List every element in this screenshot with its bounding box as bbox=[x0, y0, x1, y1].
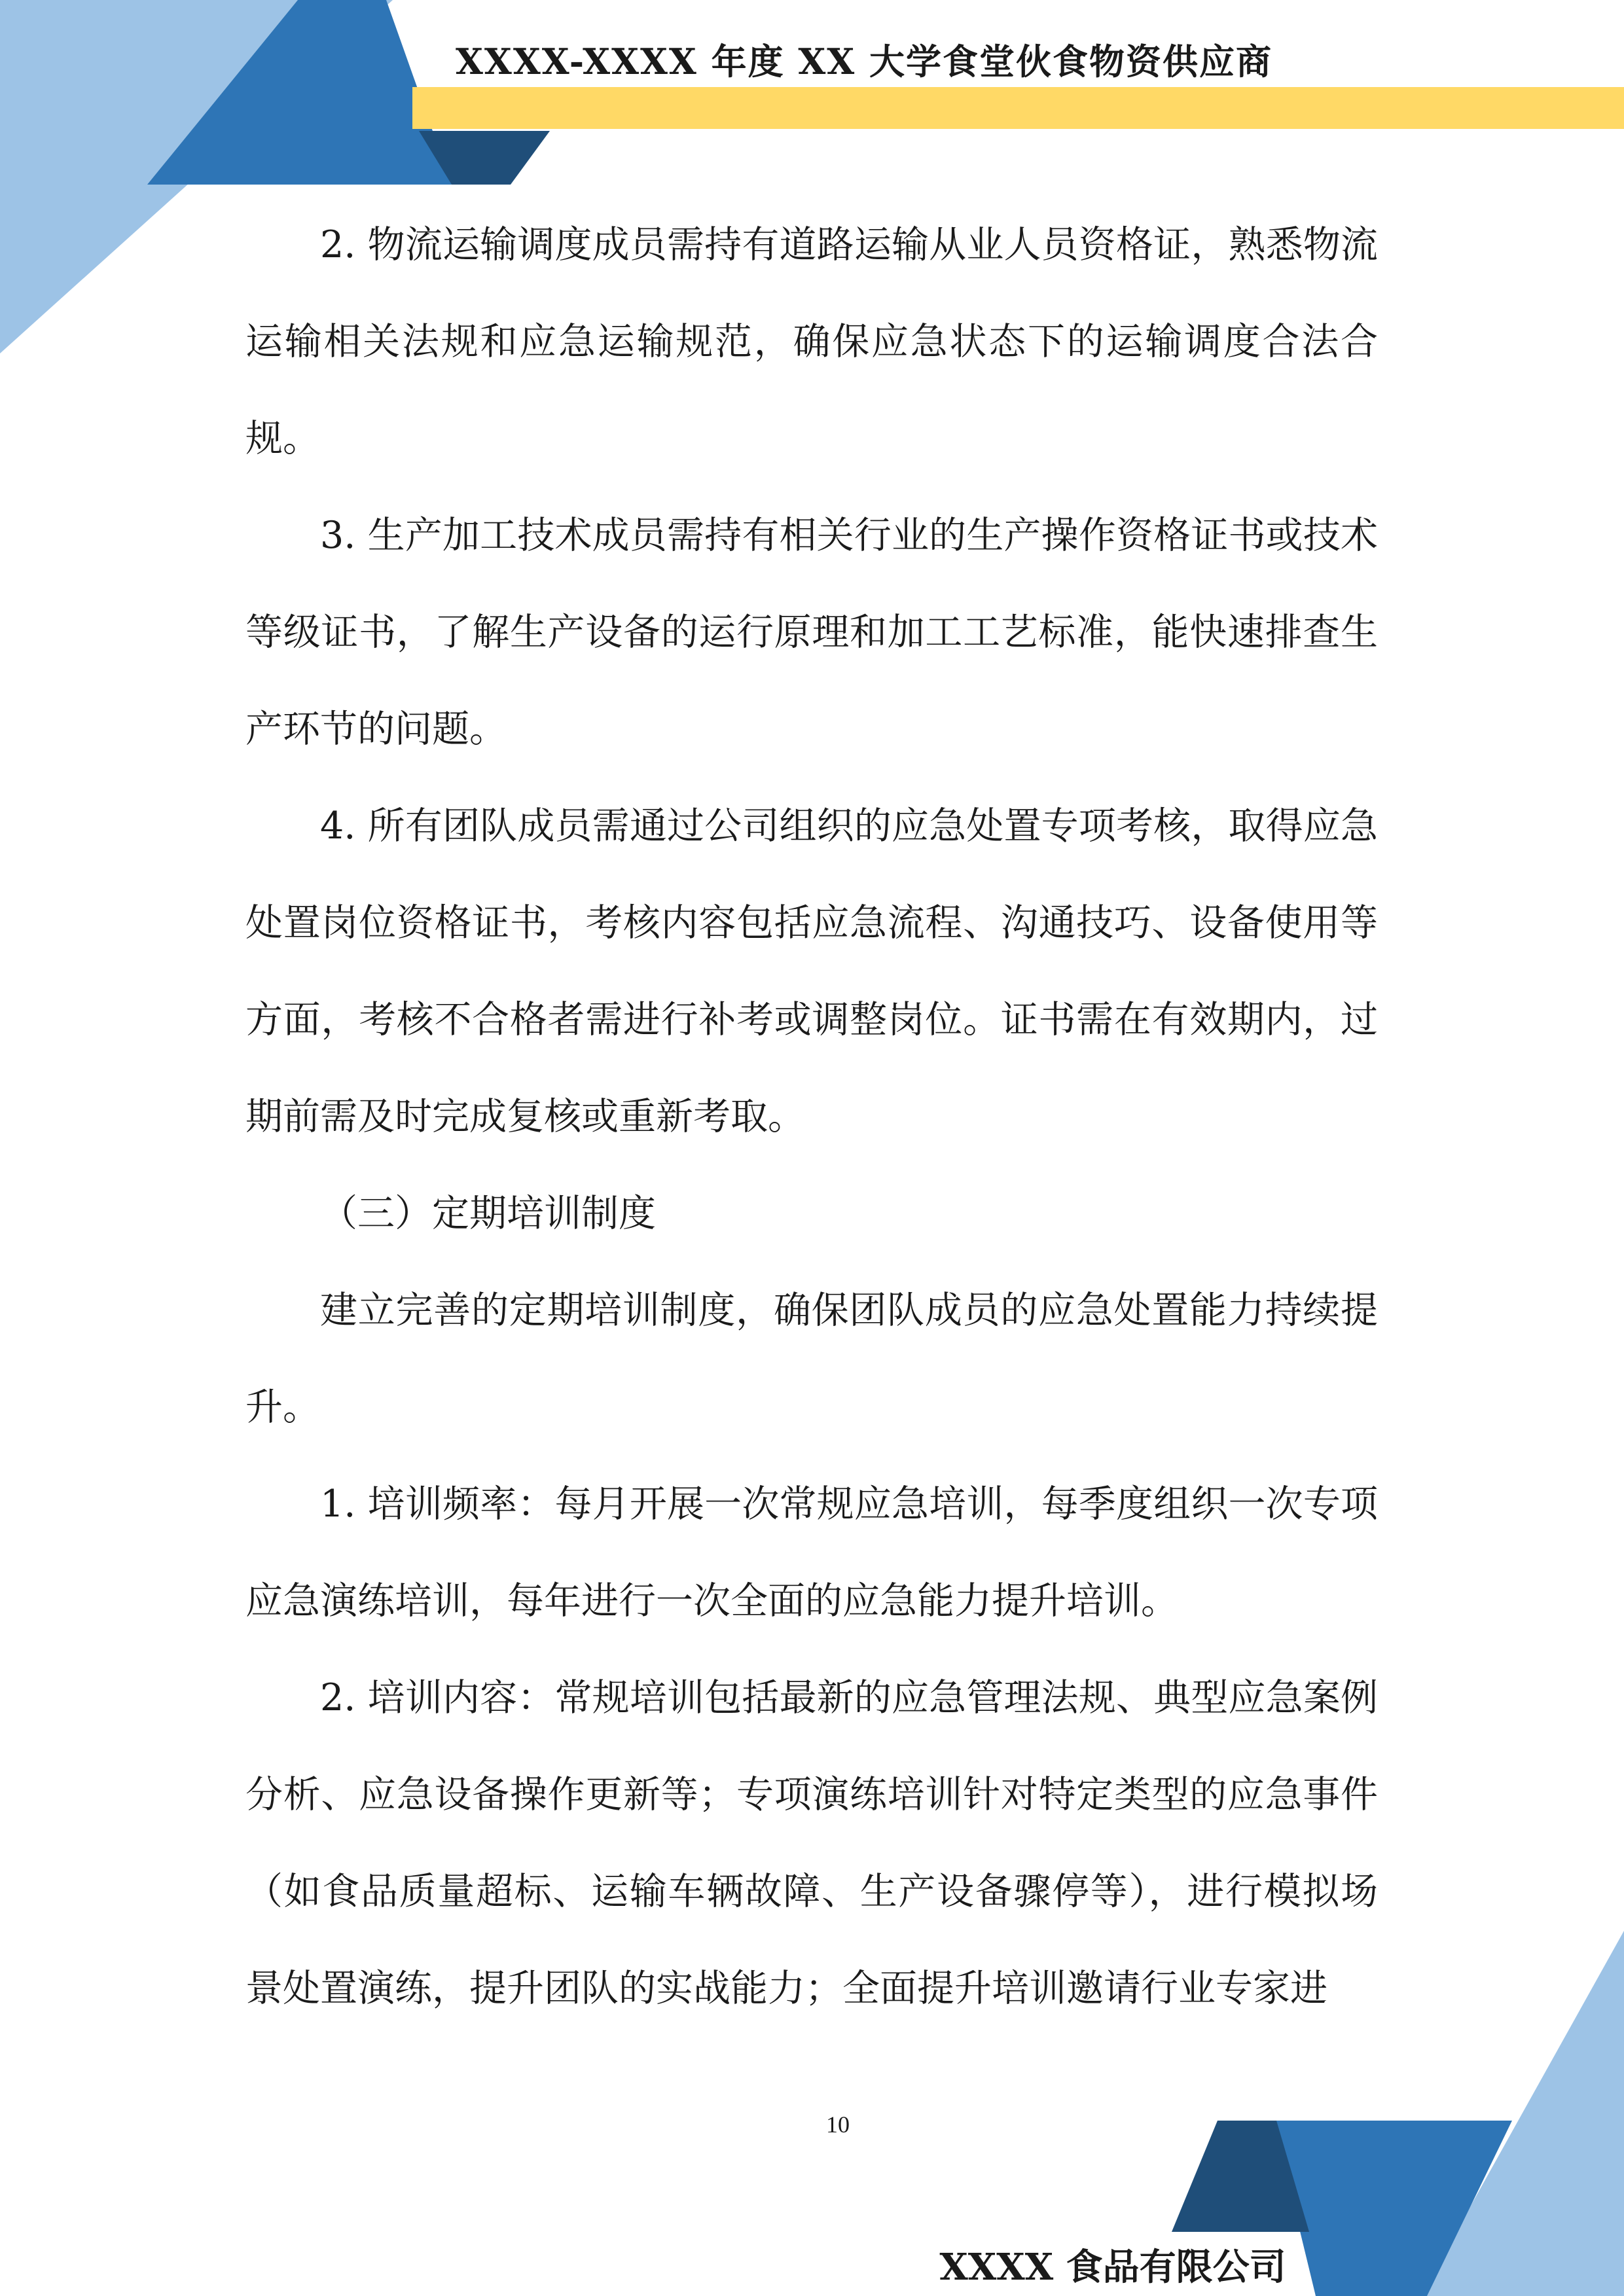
document-body bbox=[245, 196, 1378, 2037]
body-paragraph: 建立完善的定期培训制度，确保团队成员的应急处置能力持续提升。 bbox=[245, 1289, 1378, 1429]
body-paragraph: 1. 培训频率：每月开展一次常规应急培训，每季度组织一次专项应急演练培训，每年进行一次全面的应急能力提升培训。 bbox=[245, 1482, 1378, 1623]
page-number: 10 bbox=[826, 2111, 850, 2138]
body-paragraph: 4. 所有团队成员需通过公司组织的应急处置专项考核，取得应急处置岗位资格证书，考核内容包括应急流程、沟通技巧、设备使用等方面，考核不合格者需进行补考或调整岗位。证书需在有效期内，过期前需及时完成复核或重新考取。 bbox=[245, 804, 1378, 1138]
body-paragraph: 3. 生产加工技术成员需持有相关行业的生产操作资格证书或技术等级证书，了解生产设备的运行原理和加工工艺标准，能快速排查生产环节的问题。 bbox=[245, 514, 1378, 751]
header-yellow-band bbox=[412, 87, 1624, 129]
section-heading: （三）定期培训制度 bbox=[320, 1192, 656, 1235]
header-title: XXXX-XXXX 年度 XX 大学食堂伙食物资供应商 bbox=[456, 41, 1272, 82]
body-paragraph: 2. 培训内容：常规培训包括最新的应急管理法规、典型应急案例分析、应急设备操作更新等；专项演练培训针对特定类型的应急事件（如食品质量超标、运输车辆故障、生产设备骤停等），进行模拟场景处置演练，提升团队的实战能力；全面提升培训邀请行业专家进 bbox=[245, 1676, 1378, 2010]
body-paragraph: 2. 物流运输调度成员需持有道路运输从业人员资格证，熟悉物流运输相关法规和应急运输规范，确保应急状态下的运输调度合法合规。 bbox=[245, 223, 1378, 460]
footer-company-name: XXXX 食品有限公司 bbox=[939, 2246, 1286, 2289]
